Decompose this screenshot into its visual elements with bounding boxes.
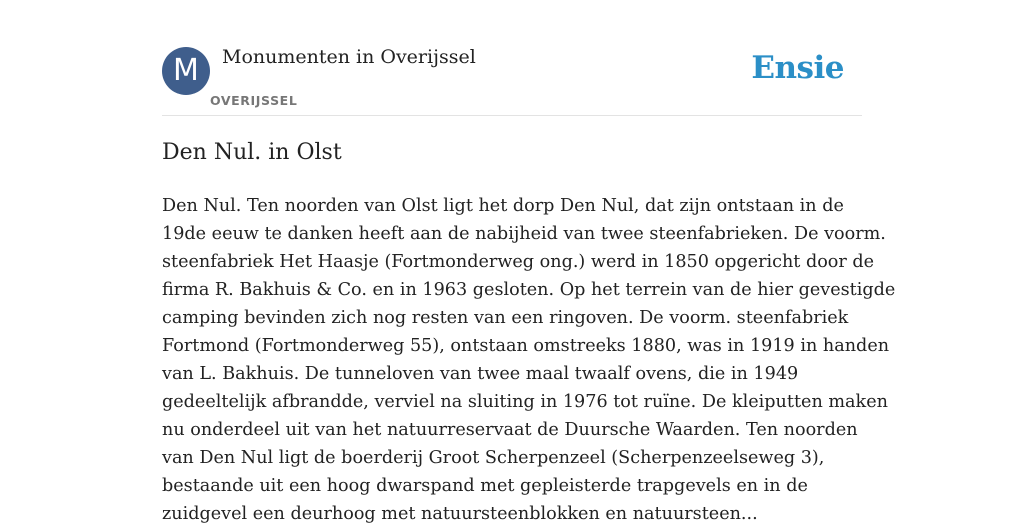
brand-logo[interactable]: Ensie bbox=[751, 50, 844, 86]
body-line: firma R. Bakhuis & Co. en in 1963 gesloten. Op het terrein van de hier gevestigde bbox=[162, 280, 896, 300]
body-line: Den Nul. Ten noorden van Olst ligt het dorp Den Nul, dat zijn ontstaan in de bbox=[162, 196, 844, 216]
article-body bbox=[162, 192, 896, 528]
body-line: zuidgevel een deurhoog met natuursteenblokken en natuursteen... bbox=[162, 504, 758, 524]
body-line: nu onderdeel uit van het natuurreservaat de Duursche Waarden. Ten noorden bbox=[162, 420, 858, 440]
body-line: gedeeltelijk afbrandde, verviel na sluiting in 1976 tot ruïne. De kleiputten maken bbox=[162, 392, 888, 412]
divider bbox=[162, 115, 862, 116]
body-line: camping bevinden zich nog resten van een ringoven. De voorm. steenfabriek bbox=[162, 308, 849, 328]
body-line: steenfabriek Het Haasje (Fortmonderweg ong.) werd in 1850 opgericht door de bbox=[162, 252, 875, 272]
avatar[interactable]: M bbox=[162, 47, 210, 95]
article-title: Den Nul. in Olst bbox=[162, 140, 342, 165]
body-line: van Den Nul ligt de boerderij Groot Scherpenzeel (Scherpenzeelseweg 3), bbox=[162, 448, 825, 468]
body-line: bestaande uit een hoog dwarspand met gepleisterde trapgevels en in de bbox=[162, 476, 808, 496]
body-line: Fortmond (Fortmonderweg 55), ontstaan omstreeks 1880, was in 1919 in handen bbox=[162, 336, 890, 356]
body-line: 19de eeuw te danken heeft aan de nabijheid van twee steenfabrieken. De voorm. bbox=[162, 224, 886, 244]
body-line: van L. Bakhuis. De tunneloven van twee maal twaalf ovens, die in 1949 bbox=[162, 364, 799, 384]
collection-region[interactable]: OVERIJSSEL bbox=[210, 93, 298, 108]
collection-header bbox=[162, 44, 862, 116]
collection-title[interactable]: Monumenten in Overijssel bbox=[222, 46, 476, 68]
